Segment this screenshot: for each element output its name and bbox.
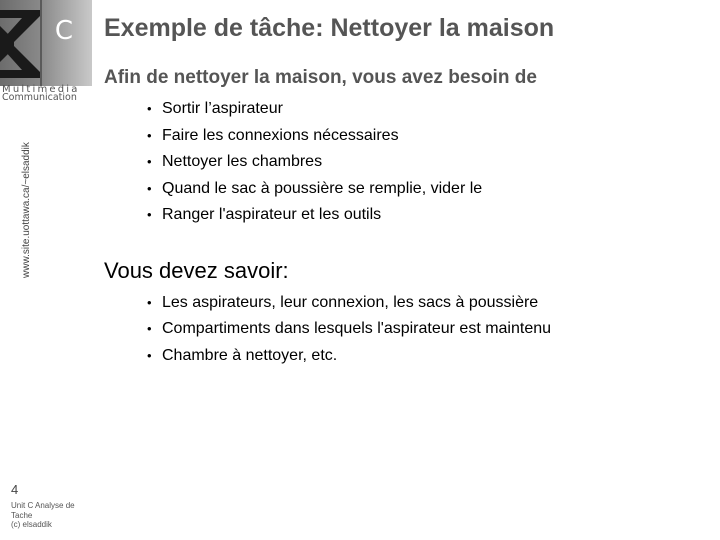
footer-line: Unit C Analyse de	[11, 501, 75, 510]
list-item: • Les aspirateurs, leur connexion, les sacs à poussière	[147, 290, 704, 317]
list-item: • Chambre à nettoyer, etc.	[147, 343, 704, 370]
list-item: • Ranger l'aspirateur et les outils	[147, 202, 704, 229]
list-item: • Quand le sac à poussière se remplie, vider le	[147, 176, 704, 203]
knowledge-heading: Vous devez savoir:	[104, 257, 289, 283]
logo	[0, 0, 92, 86]
list-item: • Sortir l’aspirateur	[147, 96, 704, 123]
intro-text: Afin de nettoyer la maison, vous avez besoin de	[104, 67, 537, 88]
logo-text-communication: Communication	[2, 92, 77, 103]
logo-letter: C	[54, 16, 74, 46]
knowledge-list	[147, 290, 704, 370]
footer-line: Tache	[11, 510, 33, 520]
footer-text	[11, 501, 91, 530]
slide-content	[104, 64, 704, 369]
logo-mark-icon	[0, 0, 92, 86]
site-url: www.site.uottawa.ca/~elsaddik	[21, 142, 32, 278]
slide-title: Exemple de tâche: Nettoyer la maison	[104, 14, 555, 42]
logo-text-multimedia: Multimedia	[2, 84, 80, 95]
steps-list	[147, 96, 704, 229]
list-item: • Nettoyer les chambres	[147, 149, 704, 176]
list-item: • Faire les connexions nécessaires	[147, 123, 704, 150]
page-number: 4	[11, 482, 19, 497]
list-item: • Compartiments dans lesquels l'aspirateur est maintenu	[147, 316, 704, 343]
footer-line: (c) elsaddik	[11, 520, 52, 529]
